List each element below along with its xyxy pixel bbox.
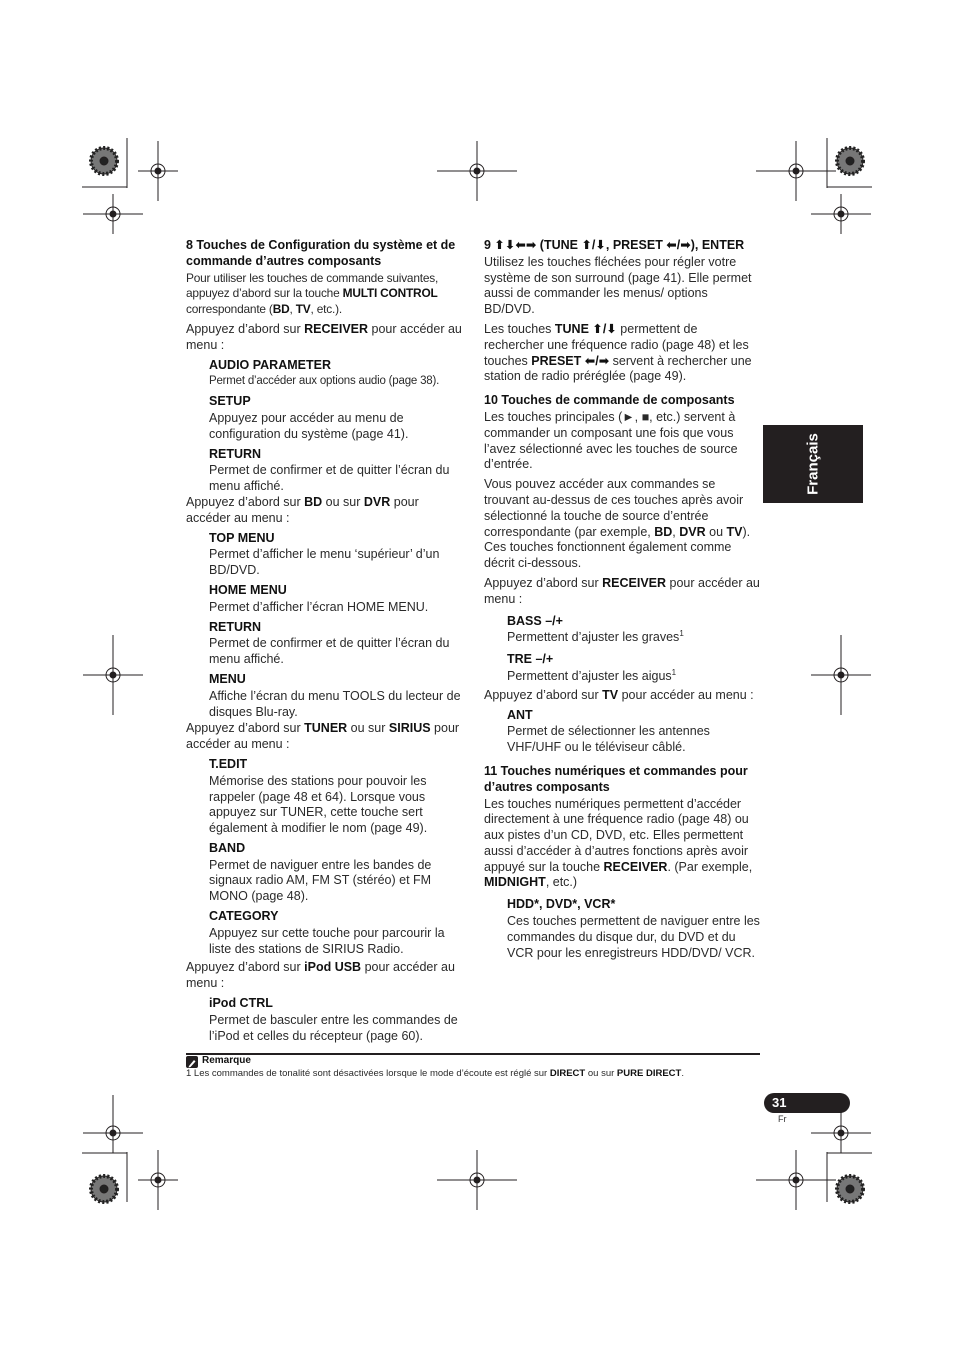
setup-title: SETUP: [209, 394, 251, 409]
ant-title: ANT: [507, 707, 533, 722]
top-menu-title: TOP MENU: [209, 530, 275, 545]
hdd-dvd-vcr-title: HDD*, DVD*, VCR*: [507, 897, 616, 912]
section-9-title: 9 ⬆⬇⬅➡ (TUNE ⬆/⬇, PRESET ⬅/➡), ENTER: [484, 238, 745, 252]
return-title-2: RETURN: [209, 619, 262, 634]
home-menu-desc: Permet d’afficher l’écran HOME MENU.: [209, 599, 429, 614]
language-label: Français: [804, 433, 822, 495]
footnote-ref: 1: [679, 629, 684, 639]
ipod-usb-instruction: Appuyez d’abord sur iPod USB pour accéder au menu :: [186, 960, 455, 991]
audio-parameter-desc: Permet d’accéder aux options audio (page 38).: [209, 375, 440, 388]
note-divider: [186, 1053, 760, 1055]
hdd-dvd-vcr-desc: Ces touches permettent de naviguer entre les commandes du disque dur, du DVD et du VCR pour les enregistreurs HDD/DVD/ VCR.: [507, 914, 760, 960]
tv-instruction: Appuyez d’abord sur TV pour accéder au menu :: [484, 687, 754, 702]
treble-title: TRE –/+: [507, 652, 554, 667]
right-column: [484, 238, 760, 964]
page-number: 31: [772, 1095, 787, 1110]
footnote: 1 Les commandes de tonalité sont désactivées lorsque le mode d’écoute est réglé sur DIRECT ou sur PURE DIRECT.: [186, 1068, 684, 1079]
band-desc: Permet de naviguer entre les bandes de signaux radio AM, FM ST (stéréo) et FM MONO (page 48).: [209, 857, 432, 904]
return-desc-2: Permet de confirmer et de quitter l’écran du menu affiché.: [209, 636, 450, 667]
t-edit-title: T.EDIT: [209, 756, 248, 771]
category-desc: Appuyez sur cette touche pour parcourir la liste des stations de SIRIUS Radio.: [209, 925, 445, 956]
footnote-ref: 1: [671, 667, 677, 677]
receiver-instruction-right: Appuyez d’abord sur RECEIVER pour accéder au menu :: [484, 575, 760, 606]
menu-desc: Affiche l’écran du menu TOOLS du lecteur de disques Blu-ray.: [209, 688, 461, 719]
ipod-ctrl-title: iPod CTRL: [209, 996, 273, 1011]
section-9-para-2: Les touches TUNE ⬆/⬇ permettent de rechercher une fréquence radio (page 48) et les touches PRESET ⬅/➡ servent à rechercher une station de radio préréglée (page 49).: [484, 321, 752, 384]
section-10-para-1: Les touches principales (►, ■, etc.) servent à commander un composant une fois que vous l’avez sélectionné avec les touches de source d’entrée.: [484, 409, 738, 472]
note-label: Remarque: [202, 1055, 251, 1066]
section-8-title: 8 Touches de Configuration du système et de commande d’autres composants: [186, 238, 456, 268]
bd-dvr-instruction: Appuyez d’abord sur BD ou sur DVR pour accéder au menu :: [186, 494, 419, 525]
tuner-sirius-instruction: Appuyez d’abord sur TUNER ou sur SIRIUS pour accéder au menu :: [186, 721, 460, 752]
band-title: BAND: [209, 840, 246, 855]
section-10-title: 10 Touches de commande de composants: [484, 393, 735, 408]
return-desc: Permet de confirmer et de quitter l’écran du menu affiché.: [209, 463, 450, 494]
note-pencil-icon: [186, 1056, 198, 1068]
ant-desc: Permet de sélectionner les antennes VHF/UHF ou le téléviseur câblé.: [507, 724, 710, 755]
category-title: CATEGORY: [209, 909, 279, 924]
audio-parameter-title: AUDIO PARAMETER: [209, 357, 331, 372]
language-tab: [763, 425, 863, 503]
bass-title: BASS –/+: [507, 613, 563, 628]
left-column: [186, 238, 462, 1047]
section-11-title: 11 Touches numériques et commandes pour d’autres composants: [484, 763, 748, 794]
bass-desc: Permettent d’ajuster les graves$^1$: [507, 629, 684, 645]
page-language-code: Fr: [778, 1114, 787, 1124]
setup-desc: Appuyez pour accéder au menu de configuration du système (page 41).: [209, 410, 409, 441]
receiver-instruction: Appuyez d’abord sur RECEIVER pour accéder au menu :: [186, 321, 462, 352]
section-8-intro: Pour utiliser les touches de commande suivantes, appuyez d’abord sur la touche MULTI CONTROL correspondante (BD, TV, etc.).: [186, 270, 439, 317]
t-edit-desc: Mémorise des stations pour pouvoir les rappeler (page 48 et 64). Lorsque vous appuyez sur TUNER, cette touche sert également à modifier le nom (page 49).: [209, 773, 428, 836]
section-9-para-1: Utilisez les touches fléchées pour régler votre système de son surround (page 41). Elle permet aussi de commander les menus/ options BD/DVD.: [484, 254, 752, 317]
section-11-para: Les touches numériques permettent d’accéder directement à une fréquence radio (page 48) ou aux pistes d’un CD, DVD, etc. Elles permettent aussi d’accéder à d’autres fonctions après avoir appuyé sur la touche RECEIVER. (Par exemple, MIDNIGHT, etc.): [484, 796, 753, 890]
treble-desc: Permettent d’ajuster les aigus$^1$: [507, 667, 677, 683]
menu-title: MENU: [209, 671, 246, 686]
ipod-ctrl-desc: Permet de basculer entre les commandes de l’iPod et celles du récepteur (page 60).: [209, 1012, 458, 1043]
section-10-para-2: Vous pouvez accéder aux commandes se trouvant au-dessus de ces touches après avoir sélectionné la touche de source d’entrée correspondante (par exemple, BD, DVR ou TV). Ces touches fonctionnent également comme décrit ci-dessous.: [484, 477, 751, 571]
return-title: RETURN: [209, 446, 262, 461]
top-menu-desc: Permet d’afficher le menu ‘supérieur’ d’un BD/DVD.: [209, 547, 440, 578]
home-menu-title: HOME MENU: [209, 582, 287, 597]
